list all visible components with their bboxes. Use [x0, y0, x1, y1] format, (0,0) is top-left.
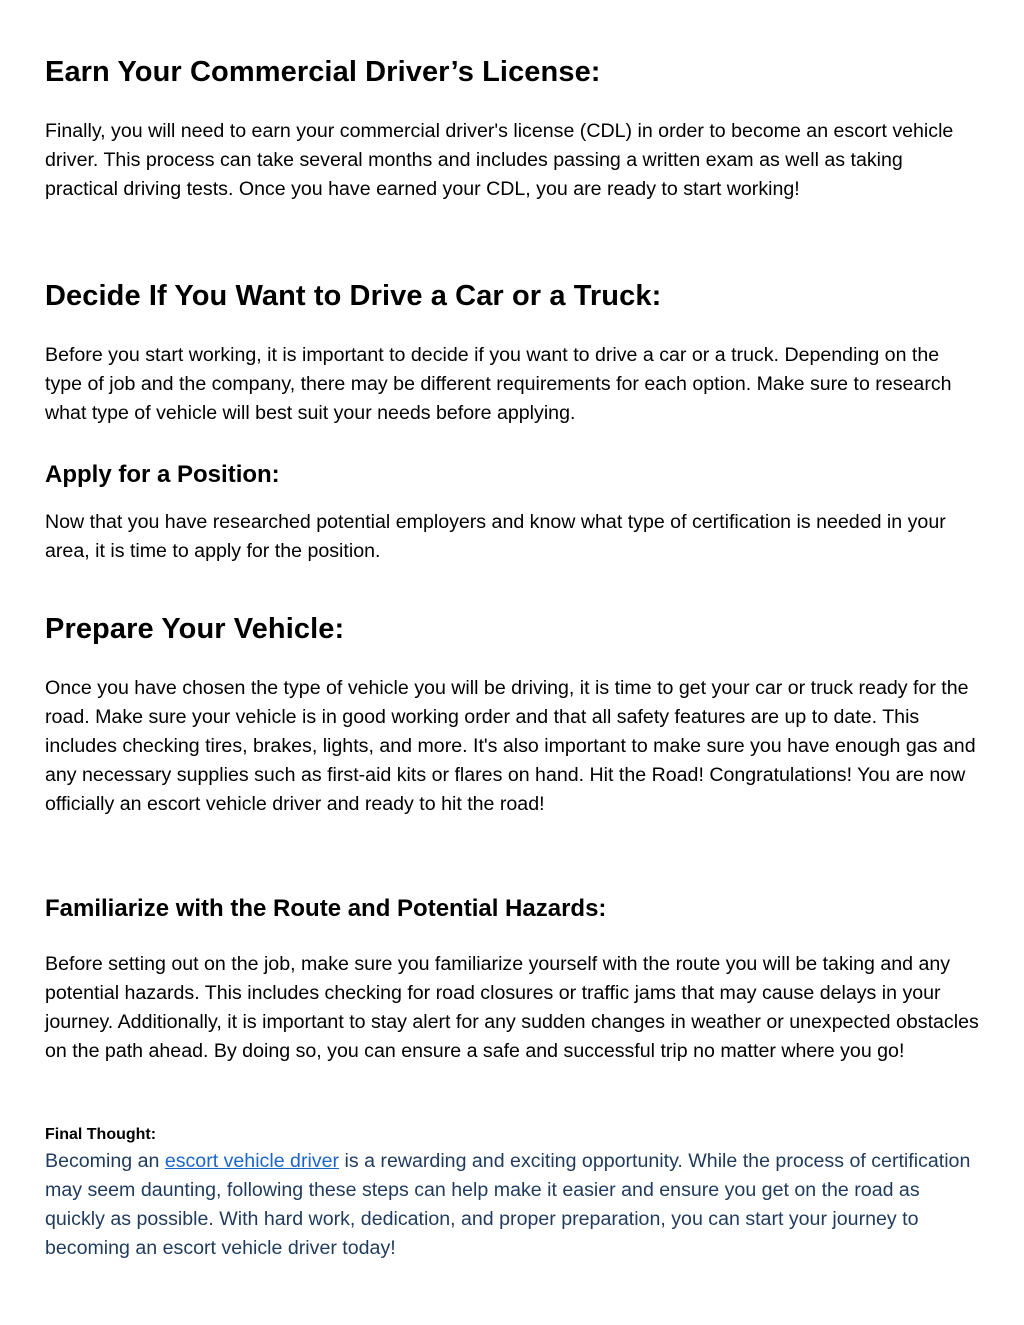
- final-rest-text: is a rewarding and exciting opportunity. While the process of certification may seem daunting, following these steps can help make it easier and ensure you get on the road as quickly as possible. With hard work, dedication, and proper preparation, you can start your journey to becoming an escort vehicle driver today!: [45, 1150, 971, 1259]
- heading-prepare-vehicle: Prepare Your Vehicle:: [45, 613, 345, 645]
- heading-final-thought: Final Thought:: [45, 1126, 157, 1143]
- paragraph-apply-position: Now that you have researched potential employers and know what type of certification is needed in your area, it is time to apply for the position.: [45, 511, 946, 562]
- paragraph-final-thought: [45, 1147, 980, 1263]
- heading-car-or-truck: Decide If You Want to Drive a Car or a Truck:: [45, 280, 662, 312]
- paragraph-car-or-truck: Before you start working, it is important to decide if you want to drive a car or a truck. Depending on the type of job and the company, there may be different requirements for each option. Make sure to research what type of vehicle will best suit your needs before applying.: [45, 344, 952, 424]
- paragraph-prepare-vehicle: Once you have chosen the type of vehicle you will be driving, it is time to get your car or truck ready for the road. Make sure your vehicle is in good working order and that all safety features are up to date. This includes checking tires, brakes, lights, and more. It's also important to make sure you have enough gas and any necessary supplies such as first-aid kits or flares on hand. Hit the Road! Congratulations! You are now officially an escort vehicle driver and ready to hit the road!: [45, 677, 976, 815]
- paragraph-earn-cdl: Finally, you will need to earn your commercial driver's license (CDL) in order to become an escort vehicle driver. This process can take several months and includes passing a written exam as well as taking practical driving tests. Once you have earned your CDL, you are ready to start working!: [45, 120, 954, 200]
- paragraph-familiarize-route: Before setting out on the job, make sure you familiarize yourself with the route you will be taking and any potential hazards. This includes checking for road closures or traffic jams that may cause delays in your journey. Additionally, it is important to stay alert for any sudden changes in weather or unexpected obstacles on the path ahead. By doing so, you can ensure a safe and successful trip no matter where you go!: [45, 953, 979, 1062]
- heading-earn-cdl: Earn Your Commercial Driver’s License:: [45, 56, 601, 88]
- heading-apply-position: Apply for a Position:: [45, 461, 280, 488]
- final-lead-text: Becoming an: [45, 1150, 165, 1172]
- heading-familiarize-route: Familiarize with the Route and Potential Hazards:: [45, 895, 607, 922]
- escort-vehicle-driver-link[interactable]: escort vehicle driver: [164, 1150, 340, 1172]
